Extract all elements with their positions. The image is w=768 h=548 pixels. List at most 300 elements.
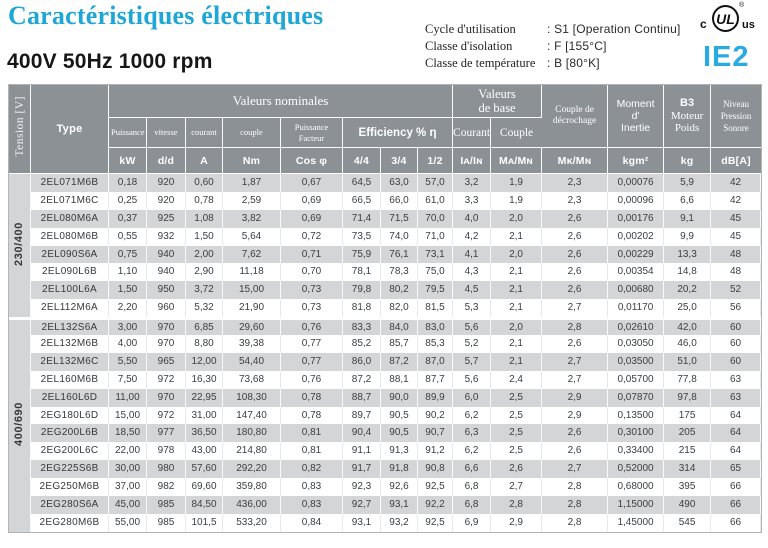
value-cell: 3,2 <box>453 174 491 192</box>
type-cell: 2EL080M6B <box>31 228 109 246</box>
value-cell: 0,78 <box>281 389 343 407</box>
value-cell: 4,00 <box>109 335 147 353</box>
value-cell: 48 <box>711 263 761 281</box>
value-cell: 6,6 <box>453 460 491 478</box>
value-cell: 2,6 <box>542 210 608 228</box>
value-cell: 5,9 <box>664 174 711 192</box>
value-cell: 0,00076 <box>608 174 664 192</box>
value-cell: 108,30 <box>223 389 281 407</box>
value-cell: 97,8 <box>664 389 711 407</box>
value-cell: 1,9 <box>491 174 542 192</box>
value-cell: 0,55 <box>109 228 147 246</box>
value-cell: 4,5 <box>453 281 491 299</box>
value-cell: 7,62 <box>223 246 281 264</box>
value-cell: 0,83 <box>281 478 343 496</box>
value-cell: 940 <box>147 263 186 281</box>
value-cell: 6,2 <box>453 407 491 425</box>
value-cell: 88,7 <box>343 389 381 407</box>
value-cell: 5,7 <box>453 353 491 371</box>
value-cell: 180,80 <box>223 424 281 442</box>
type-cell: 2EL160M6B <box>31 371 109 389</box>
table-row <box>9 407 761 425</box>
type-cell: 2EG180L6D <box>31 407 109 425</box>
value-cell: 5,2 <box>453 335 491 353</box>
col-header-tension: Tension [V] <box>9 85 31 174</box>
value-cell: 90,8 <box>418 460 453 478</box>
table-row <box>9 424 761 442</box>
value-cell: 64 <box>711 442 761 460</box>
value-cell: 22,95 <box>186 389 223 407</box>
value-cell: 965 <box>147 353 186 371</box>
value-cell: 0,72 <box>281 228 343 246</box>
value-cell: 90,2 <box>418 407 453 425</box>
value-cell: 7,50 <box>109 371 147 389</box>
value-cell: 77,8 <box>664 371 711 389</box>
value-cell: 11,00 <box>109 389 147 407</box>
value-cell: 0,18 <box>109 174 147 192</box>
value-cell: 91,1 <box>343 442 381 460</box>
type-cell: 2EL071M6B <box>31 174 109 192</box>
value-cell: 15,00 <box>109 407 147 425</box>
value-cell: 85,7 <box>381 335 418 353</box>
value-cell: 2,9 <box>542 389 608 407</box>
value-cell: 932 <box>147 228 186 246</box>
value-cell: 0,52000 <box>608 460 664 478</box>
col-header-niveau-pression-sonore: Niveau Pression Sonore <box>711 85 761 148</box>
type-cell: 2EL100L6A <box>31 281 109 299</box>
value-cell: 0,03050 <box>608 335 664 353</box>
value-cell: 92,2 <box>418 496 453 514</box>
value-cell: 2,1 <box>491 353 542 371</box>
value-cell: 48 <box>711 246 761 264</box>
value-cell: 0,37 <box>109 210 147 228</box>
value-cell: 970 <box>147 317 186 335</box>
value-cell: 0,60 <box>186 174 223 192</box>
value-cell: 75,0 <box>418 263 453 281</box>
type-cell: 2EL080M6A <box>31 210 109 228</box>
value-cell: 2,6 <box>542 442 608 460</box>
table-row <box>9 514 761 532</box>
value-cell: 81,5 <box>418 299 453 317</box>
value-cell: 71,0 <box>418 228 453 246</box>
ul-c-label: c <box>700 17 707 31</box>
value-cell: 5,3 <box>453 299 491 317</box>
unit-ma-mn: Mᴀ/Mɴ <box>491 148 542 174</box>
value-cell: 2,4 <box>491 371 542 389</box>
table-body <box>9 174 761 532</box>
value-cell: 0,33400 <box>608 442 664 460</box>
spec-value: : B [80°K] <box>547 56 600 70</box>
value-cell: 0,02610 <box>608 317 664 335</box>
tension-group-label: 400/690 <box>9 317 31 532</box>
value-cell: 0,25 <box>109 192 147 210</box>
value-cell: 490 <box>664 496 711 514</box>
value-cell: 91,8 <box>381 460 418 478</box>
spec-block <box>425 21 681 72</box>
value-cell: 2,6 <box>542 335 608 353</box>
value-cell: 0,03500 <box>608 353 664 371</box>
value-cell: 88,1 <box>381 371 418 389</box>
tension-group-label: 230/400 <box>9 174 31 317</box>
value-cell: 0,00680 <box>608 281 664 299</box>
table-row <box>9 299 761 317</box>
value-cell: 81,8 <box>343 299 381 317</box>
value-cell: 93,1 <box>381 496 418 514</box>
value-cell: 54,40 <box>223 353 281 371</box>
ul-certification-icon <box>697 4 761 38</box>
value-cell: 0,76 <box>281 371 343 389</box>
table-row <box>9 246 761 264</box>
value-cell: 2,8 <box>542 478 608 496</box>
type-cell: 2EL112M6A <box>31 299 109 317</box>
value-cell: 37,00 <box>109 478 147 496</box>
value-cell: 2,6 <box>491 460 542 478</box>
value-cell: 2,6 <box>542 424 608 442</box>
value-cell: 63 <box>711 371 761 389</box>
value-cell: 0,07870 <box>608 389 664 407</box>
value-cell: 1,9 <box>491 192 542 210</box>
value-cell: 57,60 <box>186 460 223 478</box>
value-cell: 2,00 <box>186 246 223 264</box>
type-cell: 2EG250M6B <box>31 478 109 496</box>
table-row <box>9 281 761 299</box>
value-cell: 71,5 <box>381 210 418 228</box>
ul-us-label: us <box>742 19 755 31</box>
value-cell: 147,40 <box>223 407 281 425</box>
value-cell: 2,8 <box>491 496 542 514</box>
value-cell: 2,7 <box>542 460 608 478</box>
unit-dd: d/d <box>147 148 186 174</box>
value-cell: 78,1 <box>343 263 381 281</box>
value-cell: 66,5 <box>343 192 381 210</box>
value-cell: 66 <box>711 478 761 496</box>
value-cell: 57,0 <box>418 174 453 192</box>
col-header-efficiency: Efficiency % η <box>343 118 453 148</box>
value-cell: 2,7 <box>491 478 542 496</box>
type-cell: 2EL132M6C <box>31 353 109 371</box>
page-subtitle: 400V 50Hz 1000 rpm <box>7 50 213 73</box>
ie2-efficiency-badge: IE2 <box>703 41 750 73</box>
value-cell: 1,08 <box>186 210 223 228</box>
unit-eff-44: 4/4 <box>343 148 381 174</box>
col-header-couple-decrochage: Couple de décrochage <box>542 85 608 148</box>
value-cell: 0,05700 <box>608 371 664 389</box>
value-cell: 3,72 <box>186 281 223 299</box>
value-cell: 0,69 <box>281 210 343 228</box>
value-cell: 14,8 <box>664 263 711 281</box>
table-row <box>9 335 761 353</box>
unit-kgm2: kgm² <box>608 148 664 174</box>
value-cell: 985 <box>147 514 186 532</box>
value-cell: 45 <box>711 228 761 246</box>
value-cell: 0,67 <box>281 174 343 192</box>
value-cell: 90,5 <box>381 407 418 425</box>
table-row <box>9 478 761 496</box>
col-header-b3-moteur-poids: B3 Moteur Poids <box>664 85 711 148</box>
type-cell: 2EG280M6B <box>31 514 109 532</box>
value-cell: 45,00 <box>109 496 147 514</box>
value-cell: 64 <box>711 407 761 425</box>
value-cell: 42,0 <box>664 317 711 335</box>
value-cell: 3,82 <box>223 210 281 228</box>
value-cell: 73,1 <box>418 246 453 264</box>
value-cell: 93,2 <box>381 514 418 532</box>
value-cell: 13,3 <box>664 246 711 264</box>
value-cell: 2,8 <box>542 317 608 335</box>
value-cell: 1,50 <box>109 281 147 299</box>
value-cell: 93,1 <box>343 514 381 532</box>
value-cell: 0,68000 <box>608 478 664 496</box>
ul-logo-icon: UL <box>712 5 739 32</box>
value-cell: 92,5 <box>418 514 453 532</box>
value-cell: 51,0 <box>664 353 711 371</box>
value-cell: 2,6 <box>542 228 608 246</box>
value-cell: 63,0 <box>381 174 418 192</box>
value-cell: 73,5 <box>343 228 381 246</box>
value-cell: 39,38 <box>223 335 281 353</box>
value-cell: 25,0 <box>664 299 711 317</box>
value-cell: 84,0 <box>381 317 418 335</box>
type-cell: 2EG200L6B <box>31 424 109 442</box>
value-cell: 60 <box>711 335 761 353</box>
value-cell: 90,7 <box>418 424 453 442</box>
value-cell: 2,7 <box>542 353 608 371</box>
value-cell: 16,30 <box>186 371 223 389</box>
value-cell: 0,78 <box>186 192 223 210</box>
value-cell: 87,2 <box>343 371 381 389</box>
unit-mk-mn: Mᴋ/Mɴ <box>542 148 608 174</box>
value-cell: 42 <box>711 174 761 192</box>
table-row <box>9 353 761 371</box>
unit-nm: Nm <box>223 148 281 174</box>
value-cell: 5,6 <box>453 317 491 335</box>
value-cell: 9,1 <box>664 210 711 228</box>
table-row <box>9 210 761 228</box>
value-cell: 395 <box>664 478 711 496</box>
value-cell: 2,1 <box>491 335 542 353</box>
value-cell: 87,2 <box>381 353 418 371</box>
col-header-courant: courant <box>186 118 223 148</box>
value-cell: 1,15000 <box>608 496 664 514</box>
value-cell: 2,5 <box>491 407 542 425</box>
unit-kg: kg <box>664 148 711 174</box>
value-cell: 2,1 <box>491 281 542 299</box>
value-cell: 6,85 <box>186 317 223 335</box>
page-title: Caractéristiques électriques <box>8 1 324 30</box>
value-cell: 0,83 <box>281 496 343 514</box>
value-cell: 2,7 <box>542 299 608 317</box>
value-cell: 3,3 <box>453 192 491 210</box>
value-cell: 64 <box>711 424 761 442</box>
value-cell: 52 <box>711 281 761 299</box>
value-cell: 78,3 <box>381 263 418 281</box>
value-cell: 0,69 <box>281 192 343 210</box>
value-cell: 15,00 <box>223 281 281 299</box>
value-cell: 2,20 <box>109 299 147 317</box>
value-cell: 74,0 <box>381 228 418 246</box>
value-cell: 545 <box>664 514 711 532</box>
value-cell: 970 <box>147 389 186 407</box>
unit-eff-12: 1/2 <box>418 148 453 174</box>
value-cell: 87,7 <box>418 371 453 389</box>
value-cell: 925 <box>147 210 186 228</box>
value-cell: 71,4 <box>343 210 381 228</box>
value-cell: 0,00176 <box>608 210 664 228</box>
value-cell: 83,0 <box>418 317 453 335</box>
value-cell: 970 <box>147 335 186 353</box>
value-cell: 0,00202 <box>608 228 664 246</box>
value-cell: 92,3 <box>343 478 381 496</box>
value-cell: 29,60 <box>223 317 281 335</box>
value-cell: 66,0 <box>381 192 418 210</box>
value-cell: 63 <box>711 389 761 407</box>
table-row <box>9 192 761 210</box>
value-cell: 2,6 <box>542 246 608 264</box>
value-cell: 6,0 <box>453 389 491 407</box>
value-cell: 2,6 <box>542 281 608 299</box>
value-cell: 2,8 <box>542 496 608 514</box>
value-cell: 85,3 <box>418 335 453 353</box>
col-header-type: Type <box>31 85 109 174</box>
value-cell: 43,00 <box>186 442 223 460</box>
col-header-valeurs-nominales: Valeurs nominales <box>109 85 453 118</box>
col-header-puissance: Puissance <box>109 118 147 148</box>
table-row <box>9 496 761 514</box>
value-cell: 2,0 <box>491 210 542 228</box>
value-cell: 4,1 <box>453 246 491 264</box>
value-cell: 1,50 <box>186 228 223 246</box>
value-cell: 2,1 <box>491 228 542 246</box>
value-cell: 0,70 <box>281 263 343 281</box>
unit-eff-34: 3/4 <box>381 148 418 174</box>
table-row <box>9 460 761 478</box>
value-cell: 2,9 <box>542 407 608 425</box>
value-cell: 0,00354 <box>608 263 664 281</box>
value-cell: 73,68 <box>223 371 281 389</box>
type-cell: 2EL071M6C <box>31 192 109 210</box>
value-cell: 90,4 <box>343 424 381 442</box>
value-cell: 2,6 <box>542 263 608 281</box>
value-cell: 21,90 <box>223 299 281 317</box>
spec-value: : S1 [Operation Continu] <box>547 22 681 36</box>
value-cell: 4,0 <box>453 210 491 228</box>
value-cell: 0,00229 <box>608 246 664 264</box>
value-cell: 82,0 <box>381 299 418 317</box>
value-cell: 45 <box>711 210 761 228</box>
value-cell: 6,9 <box>453 514 491 532</box>
value-cell: 6,8 <box>453 496 491 514</box>
value-cell: 55,00 <box>109 514 147 532</box>
value-cell: 978 <box>147 442 186 460</box>
value-cell: 8,80 <box>186 335 223 353</box>
table-row <box>9 174 761 192</box>
value-cell: 0,81 <box>281 442 343 460</box>
value-cell: 91,3 <box>381 442 418 460</box>
value-cell: 2,0 <box>491 246 542 264</box>
value-cell: 0,13500 <box>608 407 664 425</box>
value-cell: 985 <box>147 496 186 514</box>
col-header-courant-base: Courant <box>453 118 491 148</box>
value-cell: 76,1 <box>381 246 418 264</box>
value-cell: 972 <box>147 371 186 389</box>
value-cell: 2,3 <box>542 174 608 192</box>
value-cell: 18,50 <box>109 424 147 442</box>
value-cell: 292,20 <box>223 460 281 478</box>
value-cell: 2,1 <box>491 263 542 281</box>
value-cell: 12,00 <box>186 353 223 371</box>
col-header-couple-base: Couple <box>491 118 542 148</box>
value-cell: 205 <box>664 424 711 442</box>
value-cell: 0,82 <box>281 460 343 478</box>
value-cell: 42 <box>711 192 761 210</box>
value-cell: 0,77 <box>281 353 343 371</box>
value-cell: 314 <box>664 460 711 478</box>
col-header-moment-inertie: Moment d' Inertie <box>608 85 664 148</box>
type-cell: 2EG280S6A <box>31 496 109 514</box>
value-cell: 9,9 <box>664 228 711 246</box>
value-cell: 0,81 <box>281 424 343 442</box>
value-cell: 66 <box>711 514 761 532</box>
value-cell: 0,01170 <box>608 299 664 317</box>
value-cell: 2,8 <box>542 514 608 532</box>
col-header-puissance-facteur: Puissance Facteur <box>281 118 343 148</box>
value-cell: 46,0 <box>664 335 711 353</box>
value-cell: 5,6 <box>453 371 491 389</box>
value-cell: 2,90 <box>186 263 223 281</box>
value-cell: 60 <box>711 317 761 335</box>
value-cell: 214,80 <box>223 442 281 460</box>
value-cell: 175 <box>664 407 711 425</box>
value-cell: 83,3 <box>343 317 381 335</box>
value-cell: 22,00 <box>109 442 147 460</box>
value-cell: 2,5 <box>491 442 542 460</box>
value-cell: 87,0 <box>418 353 453 371</box>
value-cell: 6,2 <box>453 442 491 460</box>
value-cell: 972 <box>147 407 186 425</box>
table-row <box>9 442 761 460</box>
unit-dba: dB[A] <box>711 148 761 174</box>
value-cell: 3,00 <box>109 317 147 335</box>
value-cell: 91,2 <box>418 442 453 460</box>
value-cell: 6,8 <box>453 478 491 496</box>
spec-label: Classe de température <box>425 56 536 70</box>
value-cell: 0,73 <box>281 281 343 299</box>
spec-label: Classe d'isolation <box>425 39 513 53</box>
value-cell: 0,78 <box>281 407 343 425</box>
col-header-valeurs-de-base: Valeurs de base <box>453 85 542 118</box>
value-cell: 5,64 <box>223 228 281 246</box>
value-cell: 920 <box>147 192 186 210</box>
value-cell: 79,5 <box>418 281 453 299</box>
value-cell: 2,0 <box>491 317 542 335</box>
table-row <box>9 263 761 281</box>
value-cell: 64,5 <box>343 174 381 192</box>
unit-kw: kW <box>109 148 147 174</box>
value-cell: 2,5 <box>491 389 542 407</box>
type-cell: 2EG200L6C <box>31 442 109 460</box>
value-cell: 20,2 <box>664 281 711 299</box>
value-cell: 533,20 <box>223 514 281 532</box>
value-cell: 80,2 <box>381 281 418 299</box>
type-cell: 2EL160L6D <box>31 389 109 407</box>
value-cell: 1,10 <box>109 263 147 281</box>
value-cell: 31,00 <box>186 407 223 425</box>
value-cell: 86,0 <box>343 353 381 371</box>
value-cell: 920 <box>147 174 186 192</box>
registered-mark-icon: ® <box>739 2 745 9</box>
value-cell: 950 <box>147 281 186 299</box>
unit-cos-phi: Cos φ <box>281 148 343 174</box>
